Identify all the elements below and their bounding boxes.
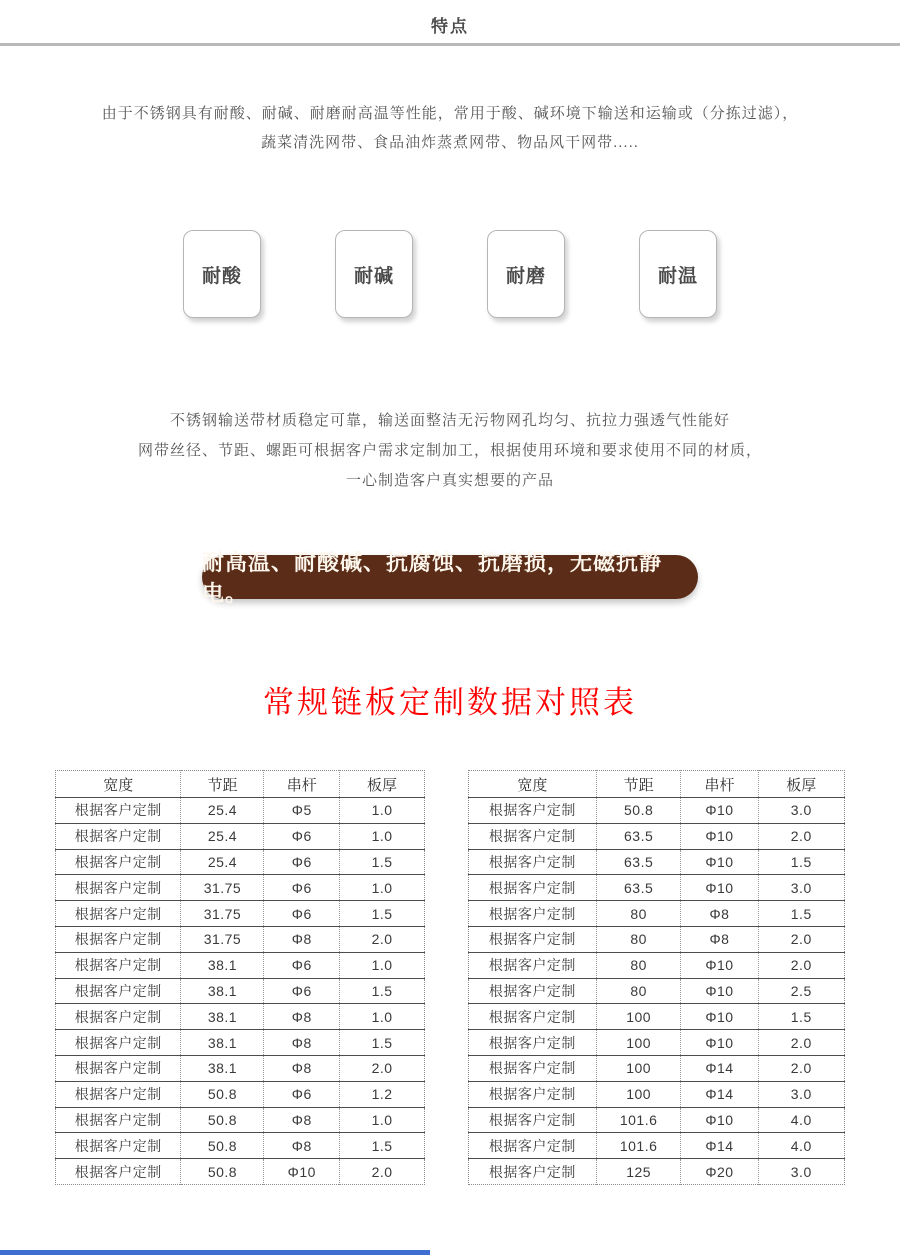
table-cell: 根据客户定制 bbox=[469, 1030, 597, 1056]
table-cell: 2.0 bbox=[340, 926, 425, 952]
table-cell: 根据客户定制 bbox=[56, 798, 181, 824]
table-cell: 1.0 bbox=[340, 1004, 425, 1030]
table-cell: 根据客户定制 bbox=[56, 926, 181, 952]
table-cell: 根据客户定制 bbox=[56, 1004, 181, 1030]
table-cell: 根据客户定制 bbox=[56, 875, 181, 901]
column-header-width: 宽度 bbox=[56, 771, 181, 798]
badge-alkali-resistant bbox=[335, 230, 413, 318]
table-row bbox=[469, 1159, 845, 1185]
table-cell: 50.8 bbox=[596, 798, 681, 824]
table-row bbox=[56, 1004, 425, 1030]
table-cell: 31.75 bbox=[181, 926, 264, 952]
column-header-rod: 串杆 bbox=[681, 771, 758, 798]
badge-acid-resistant bbox=[183, 230, 261, 318]
table-row bbox=[469, 926, 845, 952]
column-header-thickness: 板厚 bbox=[340, 771, 425, 798]
table-cell: 31.75 bbox=[181, 901, 264, 927]
table-cell: 38.1 bbox=[181, 1055, 264, 1081]
table-cell: 根据客户定制 bbox=[469, 901, 597, 927]
highlight-banner bbox=[202, 550, 698, 606]
table-cell: Φ10 bbox=[681, 1107, 758, 1133]
table-cell: 根据客户定制 bbox=[56, 823, 181, 849]
table-cell: Φ6 bbox=[264, 849, 340, 875]
table-cell: 50.8 bbox=[181, 1133, 264, 1159]
table-cell: 根据客户定制 bbox=[469, 1081, 597, 1107]
table-cell: 100 bbox=[596, 1004, 681, 1030]
table-header-row bbox=[469, 771, 845, 798]
table-row bbox=[469, 1030, 845, 1056]
table-row bbox=[56, 1030, 425, 1056]
table-cell: Φ10 bbox=[264, 1159, 340, 1185]
table-cell: 1.5 bbox=[340, 1133, 425, 1159]
column-header-pitch: 节距 bbox=[181, 771, 264, 798]
table-row bbox=[56, 875, 425, 901]
table-cell: 50.8 bbox=[181, 1107, 264, 1133]
table-cell: 38.1 bbox=[181, 978, 264, 1004]
table-row bbox=[469, 1133, 845, 1159]
table-cell: 1.0 bbox=[340, 1107, 425, 1133]
table-cell: Φ14 bbox=[681, 1133, 758, 1159]
table-cell: 根据客户定制 bbox=[469, 823, 597, 849]
intro-line-1: 由于不锈钢具有耐酸、耐碱、耐磨耐高温等性能，常用于酸、碱环境下输送和运输或（分拣过滤）， bbox=[101, 105, 799, 122]
table-cell: 1.0 bbox=[340, 798, 425, 824]
table-cell: 1.5 bbox=[758, 849, 845, 875]
table-cell: Φ10 bbox=[681, 798, 758, 824]
table-row bbox=[56, 901, 425, 927]
table-row bbox=[56, 952, 425, 978]
bottom-accent-bar bbox=[0, 1250, 430, 1255]
table-cell: 3.0 bbox=[758, 1081, 845, 1107]
table-row bbox=[56, 798, 425, 824]
table-cell: 4.0 bbox=[758, 1107, 845, 1133]
table-cell: Φ6 bbox=[264, 823, 340, 849]
table-cell: 25.4 bbox=[181, 798, 264, 824]
table-header-row bbox=[56, 771, 425, 798]
table-cell: 1.5 bbox=[340, 978, 425, 1004]
table-row bbox=[56, 978, 425, 1004]
table-cell: 3.0 bbox=[758, 875, 845, 901]
table-cell: 根据客户定制 bbox=[56, 1055, 181, 1081]
table-cell: Φ6 bbox=[264, 875, 340, 901]
table-row bbox=[56, 1107, 425, 1133]
table-cell: Φ8 bbox=[264, 1133, 340, 1159]
badge-label: 耐酸 bbox=[201, 265, 242, 287]
table-cell: Φ10 bbox=[681, 823, 758, 849]
table-row bbox=[469, 875, 845, 901]
table-cell: 根据客户定制 bbox=[469, 798, 597, 824]
page-title: 特点 bbox=[431, 17, 469, 36]
badge-temperature-resistant bbox=[639, 230, 717, 318]
table-cell: 2.0 bbox=[371, 1163, 393, 1180]
table-cell: 80 bbox=[596, 952, 681, 978]
table-cell: 1.5 bbox=[340, 849, 425, 875]
table-cell: Φ14 bbox=[681, 1081, 758, 1107]
description-paragraph bbox=[0, 406, 900, 496]
table-cell: Φ8 bbox=[681, 926, 758, 952]
table-cell: 根据客户定制 bbox=[56, 1133, 181, 1159]
badge-wear-resistant bbox=[487, 230, 565, 318]
description-line-3: 一心制造客户真实想要的产品 bbox=[345, 472, 554, 489]
table-cell: Φ10 bbox=[681, 1004, 758, 1030]
table-cell: 25.4 bbox=[181, 849, 264, 875]
table-row bbox=[469, 1107, 845, 1133]
table-row bbox=[469, 1004, 845, 1030]
table-cell: Φ6 bbox=[264, 901, 340, 927]
table-cell: 125 bbox=[596, 1159, 681, 1185]
table-cell: 2.0 bbox=[340, 1055, 425, 1081]
table-cell: 25.4 bbox=[181, 823, 264, 849]
table-cell: Φ5 bbox=[264, 798, 340, 824]
banner-text: 耐高温、耐酸碱、抗腐蚀、抗磨损，无磁抗静电。 bbox=[202, 550, 663, 606]
table-cell: Φ6 bbox=[264, 1081, 340, 1107]
table-cell: 1.5 bbox=[340, 901, 425, 927]
table-cell: Φ20 bbox=[681, 1159, 758, 1185]
table-row bbox=[469, 978, 845, 1004]
table-cell: 根据客户定制 bbox=[469, 875, 597, 901]
table-cell: 3.0 bbox=[758, 798, 845, 824]
table-cell: 3.0 bbox=[790, 1163, 812, 1180]
divider bbox=[0, 43, 900, 46]
table-cell: 2.0 bbox=[758, 926, 845, 952]
table-row bbox=[56, 1055, 425, 1081]
table-cell: Φ10 bbox=[681, 978, 758, 1004]
table-cell: 1.5 bbox=[758, 1004, 845, 1030]
column-header-thickness: 板厚 bbox=[758, 771, 845, 798]
table-cell: Φ6 bbox=[264, 952, 340, 978]
table-cell: 80 bbox=[596, 926, 681, 952]
table-cell: 63.5 bbox=[596, 875, 681, 901]
table-cell: Φ8 bbox=[264, 1107, 340, 1133]
table-cell: 100 bbox=[596, 1030, 681, 1056]
table-cell: 根据客户定制 bbox=[469, 1107, 597, 1133]
intro-paragraph bbox=[0, 99, 900, 157]
table-row bbox=[469, 1081, 845, 1107]
table-cell: 1.0 bbox=[340, 823, 425, 849]
table-cell: 根据客户定制 bbox=[56, 1081, 181, 1107]
spec-table-left bbox=[55, 770, 425, 1185]
table-cell: 1.0 bbox=[340, 875, 425, 901]
table-cell: 100 bbox=[596, 1081, 681, 1107]
table-cell: 38.1 bbox=[181, 1004, 264, 1030]
table-cell: Φ10 bbox=[681, 952, 758, 978]
table-cell: 根据客户定制 bbox=[469, 1004, 597, 1030]
table-row bbox=[56, 1159, 425, 1185]
table-cell: 根据客户定制 bbox=[469, 1055, 597, 1081]
table-cell: 根据客户定制 bbox=[56, 952, 181, 978]
table-cell: 38.1 bbox=[181, 952, 264, 978]
table-section-title: 常规链板定制数据对照表 bbox=[263, 685, 637, 720]
table-cell: 63.5 bbox=[596, 849, 681, 875]
intro-line-2: 蔬菜清洗网带、食品油炸蒸煮网带、物品风干网带..... bbox=[261, 134, 639, 151]
table-row bbox=[469, 798, 845, 824]
table-cell: 50.8 bbox=[181, 1081, 264, 1107]
spec-table-right bbox=[468, 770, 845, 1185]
column-header-rod: 串杆 bbox=[264, 771, 340, 798]
badge-label: 耐温 bbox=[657, 265, 698, 287]
description-line-1: 不锈钢输送带材质稳定可靠，输送面整洁无污物网孔均匀、抗拉力强透气性能好 bbox=[169, 412, 730, 429]
table-cell: 101.6 bbox=[596, 1133, 681, 1159]
table-cell: Φ14 bbox=[681, 1055, 758, 1081]
table-cell: 38.1 bbox=[181, 1030, 264, 1056]
table-cell: 63.5 bbox=[596, 823, 681, 849]
table-row bbox=[56, 1081, 425, 1107]
spec-tables bbox=[0, 770, 900, 1185]
table-cell: Φ10 bbox=[681, 875, 758, 901]
badge-label: 耐磨 bbox=[505, 265, 546, 287]
table-cell: 2.0 bbox=[758, 952, 845, 978]
table-cell: 101.6 bbox=[596, 1107, 681, 1133]
table-cell: 根据客户定制 bbox=[56, 1030, 181, 1056]
table-row bbox=[56, 1133, 425, 1159]
table-cell: 根据客户定制 bbox=[56, 1159, 181, 1185]
table-row bbox=[56, 849, 425, 875]
table-cell: 2.0 bbox=[758, 823, 845, 849]
table-cell: 根据客户定制 bbox=[469, 952, 597, 978]
table-row bbox=[469, 901, 845, 927]
table-cell: 根据客户定制 bbox=[56, 849, 181, 875]
table-cell: 根据客户定制 bbox=[56, 978, 181, 1004]
table-cell: Φ6 bbox=[264, 978, 340, 1004]
table-cell: 根据客户定制 bbox=[56, 1107, 181, 1133]
table-cell: Φ8 bbox=[264, 926, 340, 952]
table-cell: 1.5 bbox=[340, 1030, 425, 1056]
table-cell: 31.75 bbox=[181, 875, 264, 901]
table-cell: 1.2 bbox=[340, 1081, 425, 1107]
table-cell: 根据客户定制 bbox=[469, 1159, 597, 1185]
table-cell: 根据客户定制 bbox=[56, 901, 181, 927]
table-row bbox=[469, 849, 845, 875]
table-cell: 根据客户定制 bbox=[469, 978, 597, 1004]
table-cell: Φ8 bbox=[681, 901, 758, 927]
table-cell: 100 bbox=[596, 1055, 681, 1081]
table-cell: 2.0 bbox=[758, 1030, 845, 1056]
table-cell: 80 bbox=[596, 978, 681, 1004]
table-cell: Φ10 bbox=[681, 849, 758, 875]
table-cell: 根据客户定制 bbox=[469, 849, 597, 875]
column-header-width: 宽度 bbox=[469, 771, 597, 798]
table-cell: 4.0 bbox=[758, 1133, 845, 1159]
badge-label: 耐碱 bbox=[353, 265, 394, 287]
table-cell: 50.8 bbox=[181, 1159, 264, 1185]
table-cell: Φ8 bbox=[264, 1030, 340, 1056]
table-cell: Φ8 bbox=[264, 1004, 340, 1030]
table-cell: 根据客户定制 bbox=[469, 926, 597, 952]
table-row bbox=[56, 926, 425, 952]
table-cell: Φ8 bbox=[264, 1055, 340, 1081]
table-cell: 1.5 bbox=[758, 901, 845, 927]
feature-badges bbox=[0, 230, 900, 318]
table-cell: 2.0 bbox=[758, 1055, 845, 1081]
table-row bbox=[469, 1055, 845, 1081]
table-row bbox=[469, 952, 845, 978]
table-cell: 根据客户定制 bbox=[469, 1133, 597, 1159]
table-row bbox=[469, 823, 845, 849]
table-row bbox=[56, 823, 425, 849]
table-cell: Φ10 bbox=[681, 1030, 758, 1056]
table-cell: 1.0 bbox=[340, 952, 425, 978]
table-cell: 80 bbox=[596, 901, 681, 927]
table-cell: 2.5 bbox=[758, 978, 845, 1004]
column-header-pitch: 节距 bbox=[596, 771, 681, 798]
description-line-2: 网带丝径、节距、螺距可根据客户需求定制加工，根据使用环境和要求使用不同的材质， bbox=[137, 442, 762, 459]
